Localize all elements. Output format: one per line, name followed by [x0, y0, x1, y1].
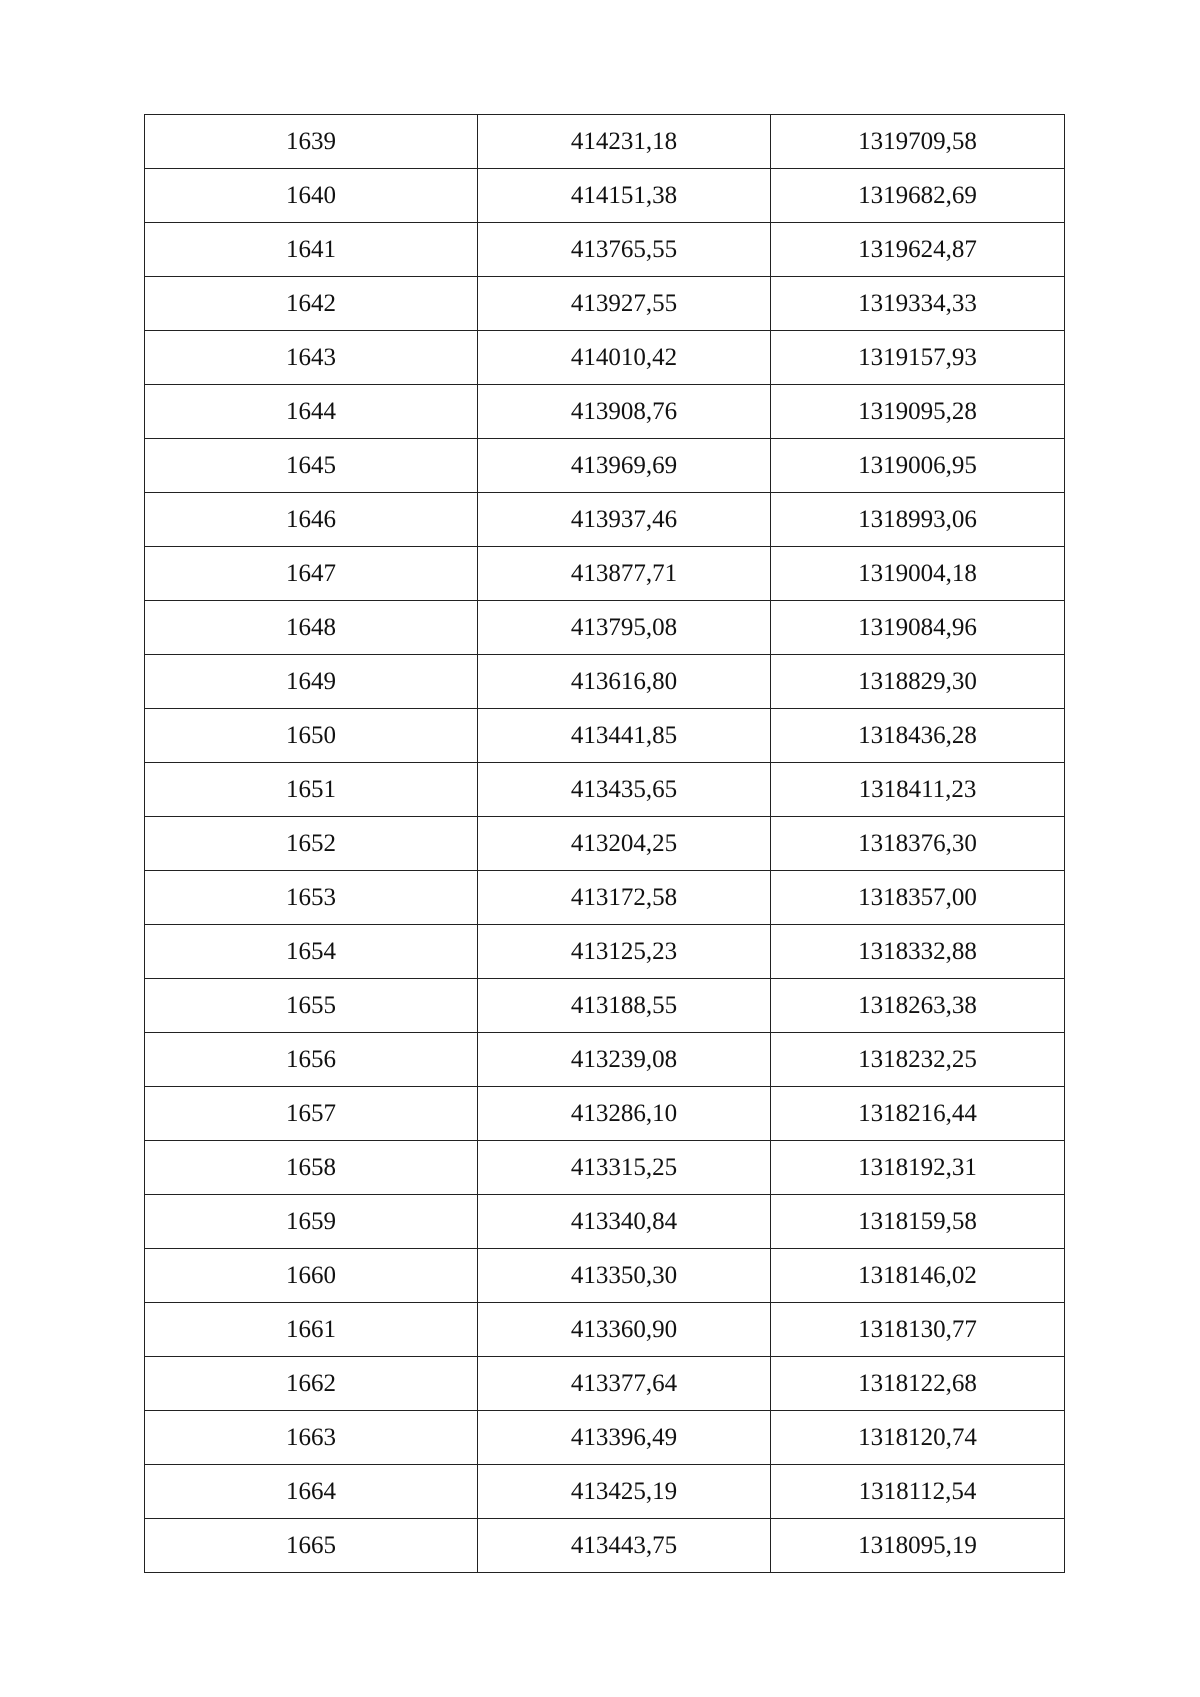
- table-row: [145, 115, 1065, 169]
- x-coordinate-cell: 413908,76: [478, 385, 771, 439]
- x-coordinate-cell: 413435,65: [478, 763, 771, 817]
- table-row: [145, 1411, 1065, 1465]
- point-number-cell: 1651: [145, 763, 478, 817]
- x-coordinate-cell: 413795,08: [478, 601, 771, 655]
- y-coordinate-cell: 1319004,18: [771, 547, 1065, 601]
- y-coordinate-cell: 1318376,30: [771, 817, 1065, 871]
- y-coordinate-cell: 1318993,06: [771, 493, 1065, 547]
- y-coordinate-cell: 1318120,74: [771, 1411, 1065, 1465]
- y-coordinate-cell: 1318357,00: [771, 871, 1065, 925]
- table-row: [145, 547, 1065, 601]
- x-coordinate-cell: 413188,55: [478, 979, 771, 1033]
- point-number-cell: 1648: [145, 601, 478, 655]
- table-row: [145, 1249, 1065, 1303]
- point-number-cell: 1646: [145, 493, 478, 547]
- table-row: [145, 817, 1065, 871]
- x-coordinate-cell: 413340,84: [478, 1195, 771, 1249]
- y-coordinate-cell: 1318130,77: [771, 1303, 1065, 1357]
- y-coordinate-cell: 1318112,54: [771, 1465, 1065, 1519]
- point-number-cell: 1643: [145, 331, 478, 385]
- table-row: [145, 1087, 1065, 1141]
- y-coordinate-cell: 1318829,30: [771, 655, 1065, 709]
- table-row: [145, 169, 1065, 223]
- x-coordinate-cell: 413239,08: [478, 1033, 771, 1087]
- table-row: [145, 439, 1065, 493]
- point-number-cell: 1664: [145, 1465, 478, 1519]
- x-coordinate-cell: 413315,25: [478, 1141, 771, 1195]
- point-number-cell: 1642: [145, 277, 478, 331]
- point-number-cell: 1660: [145, 1249, 478, 1303]
- y-coordinate-cell: 1319095,28: [771, 385, 1065, 439]
- x-coordinate-cell: 413927,55: [478, 277, 771, 331]
- y-coordinate-cell: 1318232,25: [771, 1033, 1065, 1087]
- point-number-cell: 1665: [145, 1519, 478, 1573]
- y-coordinate-cell: 1319682,69: [771, 169, 1065, 223]
- x-coordinate-cell: 413172,58: [478, 871, 771, 925]
- coordinates-table: [144, 114, 1065, 1573]
- x-coordinate-cell: 413441,85: [478, 709, 771, 763]
- y-coordinate-cell: 1319334,33: [771, 277, 1065, 331]
- y-coordinate-cell: 1319624,87: [771, 223, 1065, 277]
- x-coordinate-cell: 414231,18: [478, 115, 771, 169]
- point-number-cell: 1652: [145, 817, 478, 871]
- y-coordinate-cell: 1319084,96: [771, 601, 1065, 655]
- table-row: [145, 1195, 1065, 1249]
- y-coordinate-cell: 1318263,38: [771, 979, 1065, 1033]
- table-row: [145, 1519, 1065, 1573]
- x-coordinate-cell: 413443,75: [478, 1519, 771, 1573]
- table-row: [145, 979, 1065, 1033]
- table-row: [145, 1303, 1065, 1357]
- table-row: [145, 1465, 1065, 1519]
- x-coordinate-cell: 413204,25: [478, 817, 771, 871]
- point-number-cell: 1641: [145, 223, 478, 277]
- y-coordinate-cell: 1318192,31: [771, 1141, 1065, 1195]
- point-number-cell: 1657: [145, 1087, 478, 1141]
- table-row: [145, 763, 1065, 817]
- y-coordinate-cell: 1318122,68: [771, 1357, 1065, 1411]
- x-coordinate-cell: 413937,46: [478, 493, 771, 547]
- y-coordinate-cell: 1318436,28: [771, 709, 1065, 763]
- table-row: [145, 277, 1065, 331]
- x-coordinate-cell: 413396,49: [478, 1411, 771, 1465]
- x-coordinate-cell: 413286,10: [478, 1087, 771, 1141]
- point-number-cell: 1649: [145, 655, 478, 709]
- x-coordinate-cell: 413377,64: [478, 1357, 771, 1411]
- y-coordinate-cell: 1318411,23: [771, 763, 1065, 817]
- point-number-cell: 1645: [145, 439, 478, 493]
- point-number-cell: 1659: [145, 1195, 478, 1249]
- point-number-cell: 1650: [145, 709, 478, 763]
- table-row: [145, 385, 1065, 439]
- y-coordinate-cell: 1318216,44: [771, 1087, 1065, 1141]
- coordinates-table-body: [145, 115, 1065, 1573]
- table-row: [145, 1357, 1065, 1411]
- table-row: [145, 1141, 1065, 1195]
- y-coordinate-cell: 1318332,88: [771, 925, 1065, 979]
- x-coordinate-cell: 413765,55: [478, 223, 771, 277]
- x-coordinate-cell: 413616,80: [478, 655, 771, 709]
- table-row: [145, 331, 1065, 385]
- point-number-cell: 1654: [145, 925, 478, 979]
- table-row: [145, 871, 1065, 925]
- y-coordinate-cell: 1319006,95: [771, 439, 1065, 493]
- table-row: [145, 601, 1065, 655]
- x-coordinate-cell: 413125,23: [478, 925, 771, 979]
- x-coordinate-cell: 414151,38: [478, 169, 771, 223]
- y-coordinate-cell: 1318159,58: [771, 1195, 1065, 1249]
- table-row: [145, 493, 1065, 547]
- point-number-cell: 1640: [145, 169, 478, 223]
- point-number-cell: 1647: [145, 547, 478, 601]
- point-number-cell: 1663: [145, 1411, 478, 1465]
- point-number-cell: 1656: [145, 1033, 478, 1087]
- x-coordinate-cell: 413969,69: [478, 439, 771, 493]
- x-coordinate-cell: 413360,90: [478, 1303, 771, 1357]
- y-coordinate-cell: 1319709,58: [771, 115, 1065, 169]
- x-coordinate-cell: 413425,19: [478, 1465, 771, 1519]
- y-coordinate-cell: 1319157,93: [771, 331, 1065, 385]
- point-number-cell: 1661: [145, 1303, 478, 1357]
- point-number-cell: 1639: [145, 115, 478, 169]
- point-number-cell: 1653: [145, 871, 478, 925]
- y-coordinate-cell: 1318146,02: [771, 1249, 1065, 1303]
- point-number-cell: 1644: [145, 385, 478, 439]
- table-row: [145, 223, 1065, 277]
- point-number-cell: 1662: [145, 1357, 478, 1411]
- table-row: [145, 925, 1065, 979]
- point-number-cell: 1655: [145, 979, 478, 1033]
- point-number-cell: 1658: [145, 1141, 478, 1195]
- x-coordinate-cell: 413877,71: [478, 547, 771, 601]
- y-coordinate-cell: 1318095,19: [771, 1519, 1065, 1573]
- x-coordinate-cell: 413350,30: [478, 1249, 771, 1303]
- table-row: [145, 655, 1065, 709]
- table-row: [145, 1033, 1065, 1087]
- x-coordinate-cell: 414010,42: [478, 331, 771, 385]
- table-row: [145, 709, 1065, 763]
